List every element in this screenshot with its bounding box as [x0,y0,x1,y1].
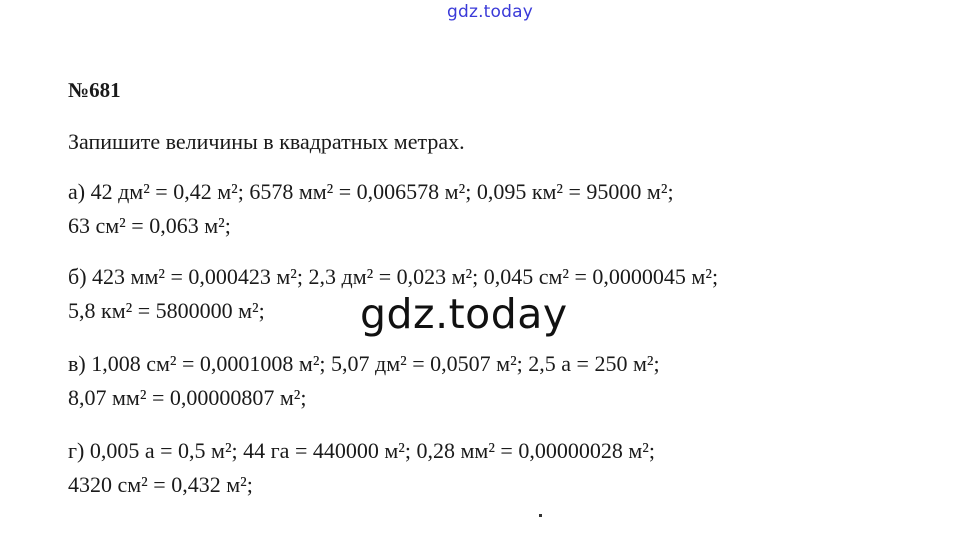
answer-b-line-2: 5,8 км² = 5800000 м²; [68,298,265,323]
task-prompt: Запишите величины в квадратных метрах. [68,129,465,154]
task-number: №681 [68,78,121,102]
answer-d-line-2: 4320 см² = 0,432 м²; [68,472,253,497]
answer-c-line-2: 8,07 мм² = 0,00000807 м²; [68,385,307,410]
answer-a-line-2: 63 см² = 0,063 м²; [68,213,231,238]
answer-c-line-1: в) 1,008 см² = 0,0001008 м²; 5,07 дм² = 0,0507 м²; 2,5 а = 250 м²; [68,351,660,376]
stray-dot [539,514,542,517]
answer-a-line-1: а) 42 дм² = 0,42 м²; 6578 мм² = 0,006578 м²; 0,095 км² = 95000 м²; [68,179,674,204]
watermark-center: gdz.today [360,290,568,338]
watermark-top: gdz.today [446,2,534,22]
answer-b-line-1: б) 423 мм² = 0,000423 м²; 2,3 дм² = 0,023 м²; 0,045 см² = 0,0000045 м²; [68,264,719,289]
answer-d-line-1: г) 0,005 а = 0,5 м²; 44 га = 440000 м²; 0,28 мм² = 0,00000028 м²; [68,438,655,463]
